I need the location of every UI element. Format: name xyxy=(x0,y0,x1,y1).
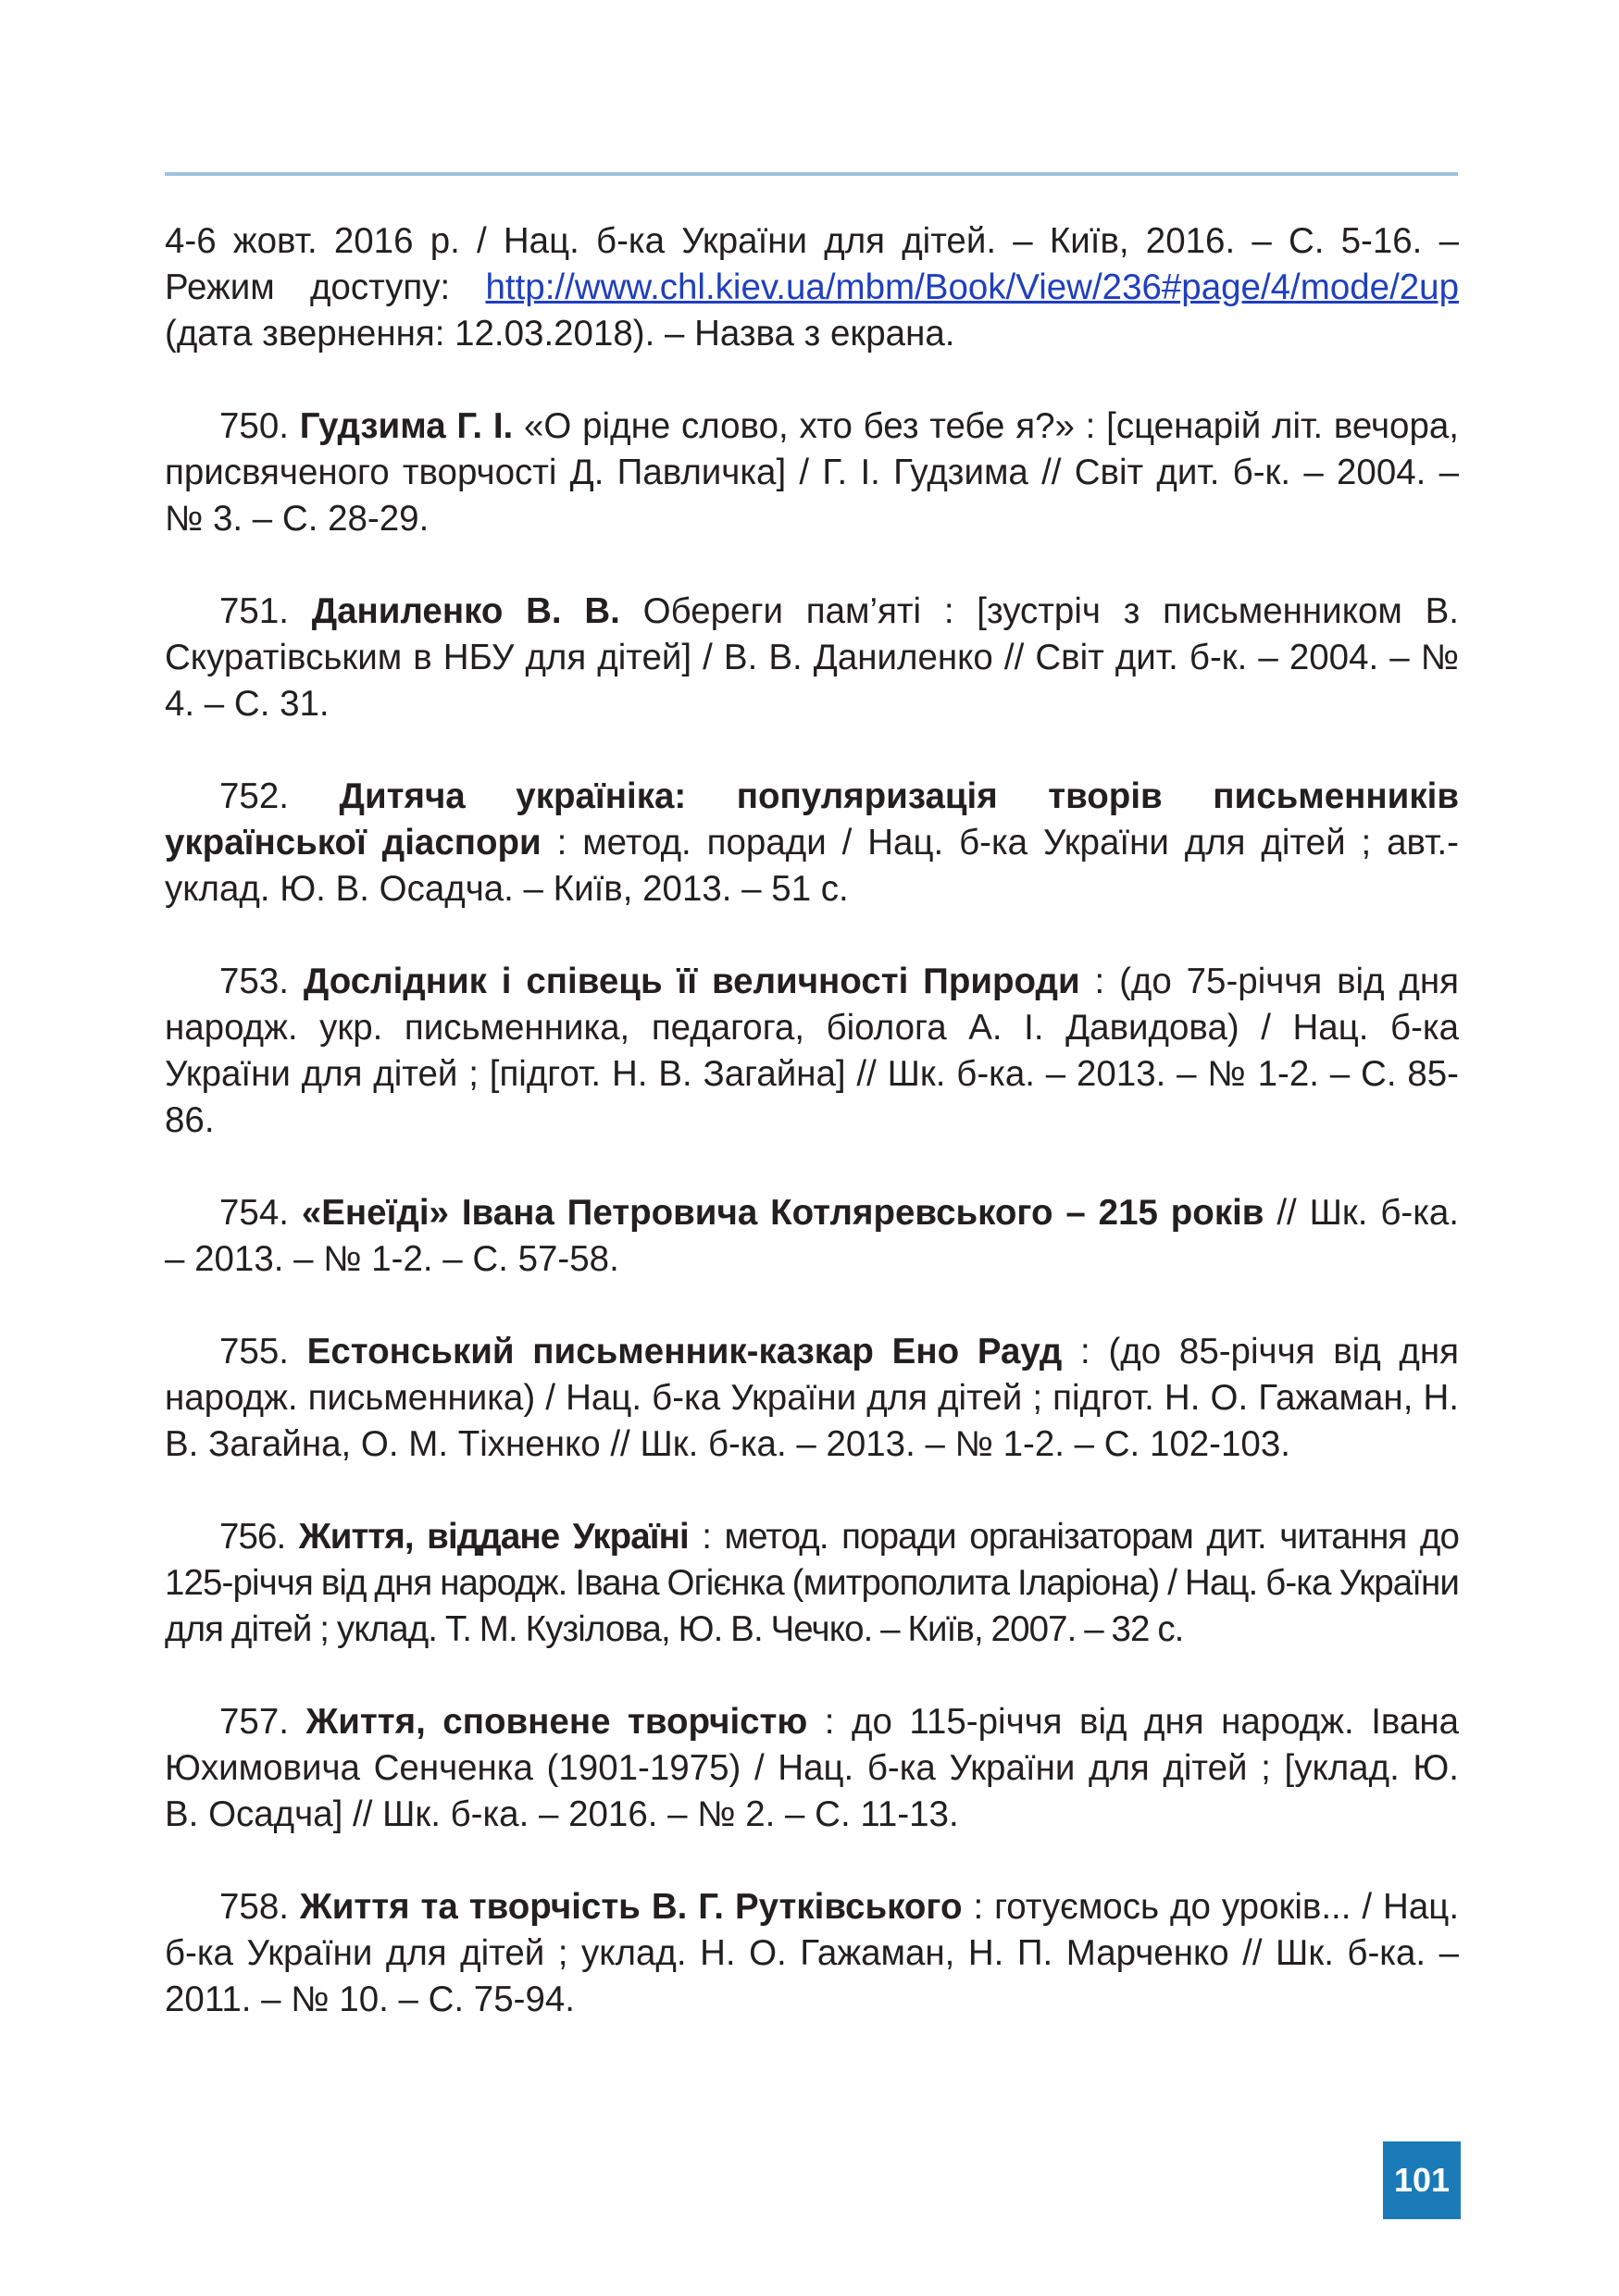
entry-details: : готуємось до уроків... / Нац. б-ка України для дітей ; уклад. Н. О. Гажаман, Н. П. Марченко // Шк. б-ка. – 2011. – № 10. – С. 75-94. xyxy=(165,1887,1460,2019)
entry-title: Життя, віддане Україні xyxy=(298,1517,689,1557)
bibliography-entry-758 xyxy=(165,1884,1459,2023)
continuation-text-after: (дата звернення: 12.03.2018). – Назва з екрана. xyxy=(165,314,955,354)
entry-details: : метод. поради / Нац. б-ка України для дітей ; авт.-уклад. Ю. В. Осадча. – Київ, 2013. – 51 с. xyxy=(165,823,1459,909)
entry-details: : метод. поради організаторам дит. читання до 125-річчя від дня народж. Івана Огієнка (митрополита Іларіона) / Нац. б-ка України для дітей ; уклад. Т. М. Кузілова, Ю. В. Чечко. – Київ, 2007. – 32 с. xyxy=(165,1517,1459,1649)
source-link[interactable]: http://www.chl.kiev.ua/mbm/Book/View/236#page/4/mode/2up xyxy=(485,267,1459,307)
entry-title: Дослідник і співець її величності Природи xyxy=(303,962,1080,1001)
entry-number: 750. xyxy=(219,406,289,446)
entry-number: 756. xyxy=(219,1517,286,1557)
entry-number: 758. xyxy=(219,1887,289,1927)
entry-details: : до 115-річчя від дня народж. Івана Юхимовича Сенченка (1901-1975) / Нац. б-ка України для дітей ; [уклад. Ю. В. Осадча] // Шк. б-ка. – 2016. – № 2. – С. 11-13. xyxy=(165,1702,1459,1834)
page-number: 101 xyxy=(1383,2141,1461,2219)
entry-number: 754. xyxy=(219,1193,289,1233)
entry-number: 757. xyxy=(219,1702,289,1742)
entry-author: Даниленко В. В. xyxy=(311,591,620,631)
entry-title: Життя та творчість В. Г. Рутківського xyxy=(299,1887,963,1927)
entry-title: Дитяча україніка: популяризація творів письменників української діаспори xyxy=(165,776,1459,863)
bibliography-entry-753 xyxy=(165,959,1459,1144)
continuation-text-before: 4-6 жовт. 2016 р. / Нац. б-ка України для дітей. – Київ, 2016. – С. 5-16. – Режим доступу: xyxy=(165,221,1459,307)
bibliography-entry-757 xyxy=(165,1699,1459,1838)
entry-details: : (до 75-річчя від дня народж. укр. письменника, педагога, біолога А. І. Давидова) / Нац. б-ка України для дітей ; [підгот. Н. В. Загайна] // Шк. б-ка. – 2013. – № 1-2. – С. 85-86. xyxy=(165,962,1459,1140)
continuation-paragraph xyxy=(165,218,1459,357)
bibliography-entry-754 xyxy=(165,1190,1459,1283)
entry-details: Обереги пам’яті : [зустріч з письменником В. Скуратівським в НБУ для дітей] / В. В. Даниленко // Світ дит. б-к. – 2004. – № 4. – С. 31. xyxy=(165,591,1459,724)
entry-details: : (до 85-річчя від дня народж. письменника) / Нац. б-ка України для дітей ; підгот. Н. О. Гажаман, Н. В. Загайна, О. М. Тіхненко // Шк. б-ка. – 2013. – № 1-2. – С. 102-103. xyxy=(165,1332,1459,1464)
entry-number: 751. xyxy=(219,591,289,631)
entry-title: «Енеїді» Івана Петровича Котляревського – 215 років xyxy=(301,1193,1264,1233)
entry-title: Естонський письменник-казкар Ено Рауд xyxy=(306,1332,1063,1371)
bibliography-entry-756 xyxy=(165,1514,1459,1653)
entry-author: Гудзима Г. І. xyxy=(299,406,514,446)
entry-number: 753. xyxy=(219,962,289,1001)
bibliography-content xyxy=(165,218,1459,2069)
bibliography-entry-751 xyxy=(165,589,1459,727)
entry-title: Життя, сповнене творчістю xyxy=(305,1702,808,1742)
entry-details: // Шк. б-ка. – 2013. – № 1-2. – С. 57-58. xyxy=(165,1193,1459,1279)
bibliography-entry-752 xyxy=(165,774,1459,912)
header-rule xyxy=(165,172,1458,176)
bibliography-entry-755 xyxy=(165,1329,1459,1468)
bibliography-entry-750 xyxy=(165,403,1459,542)
entry-number: 755. xyxy=(219,1332,289,1371)
entry-number: 752. xyxy=(219,776,289,816)
entry-details: «О рідне слово, хто без тебе я?» : [сценарій літ. вечора, присвяченого творчості Д. Павличка] / Г. І. Гудзима // Світ дит. б-к. – 2004. – № 3. – С. 28-29. xyxy=(165,406,1459,539)
